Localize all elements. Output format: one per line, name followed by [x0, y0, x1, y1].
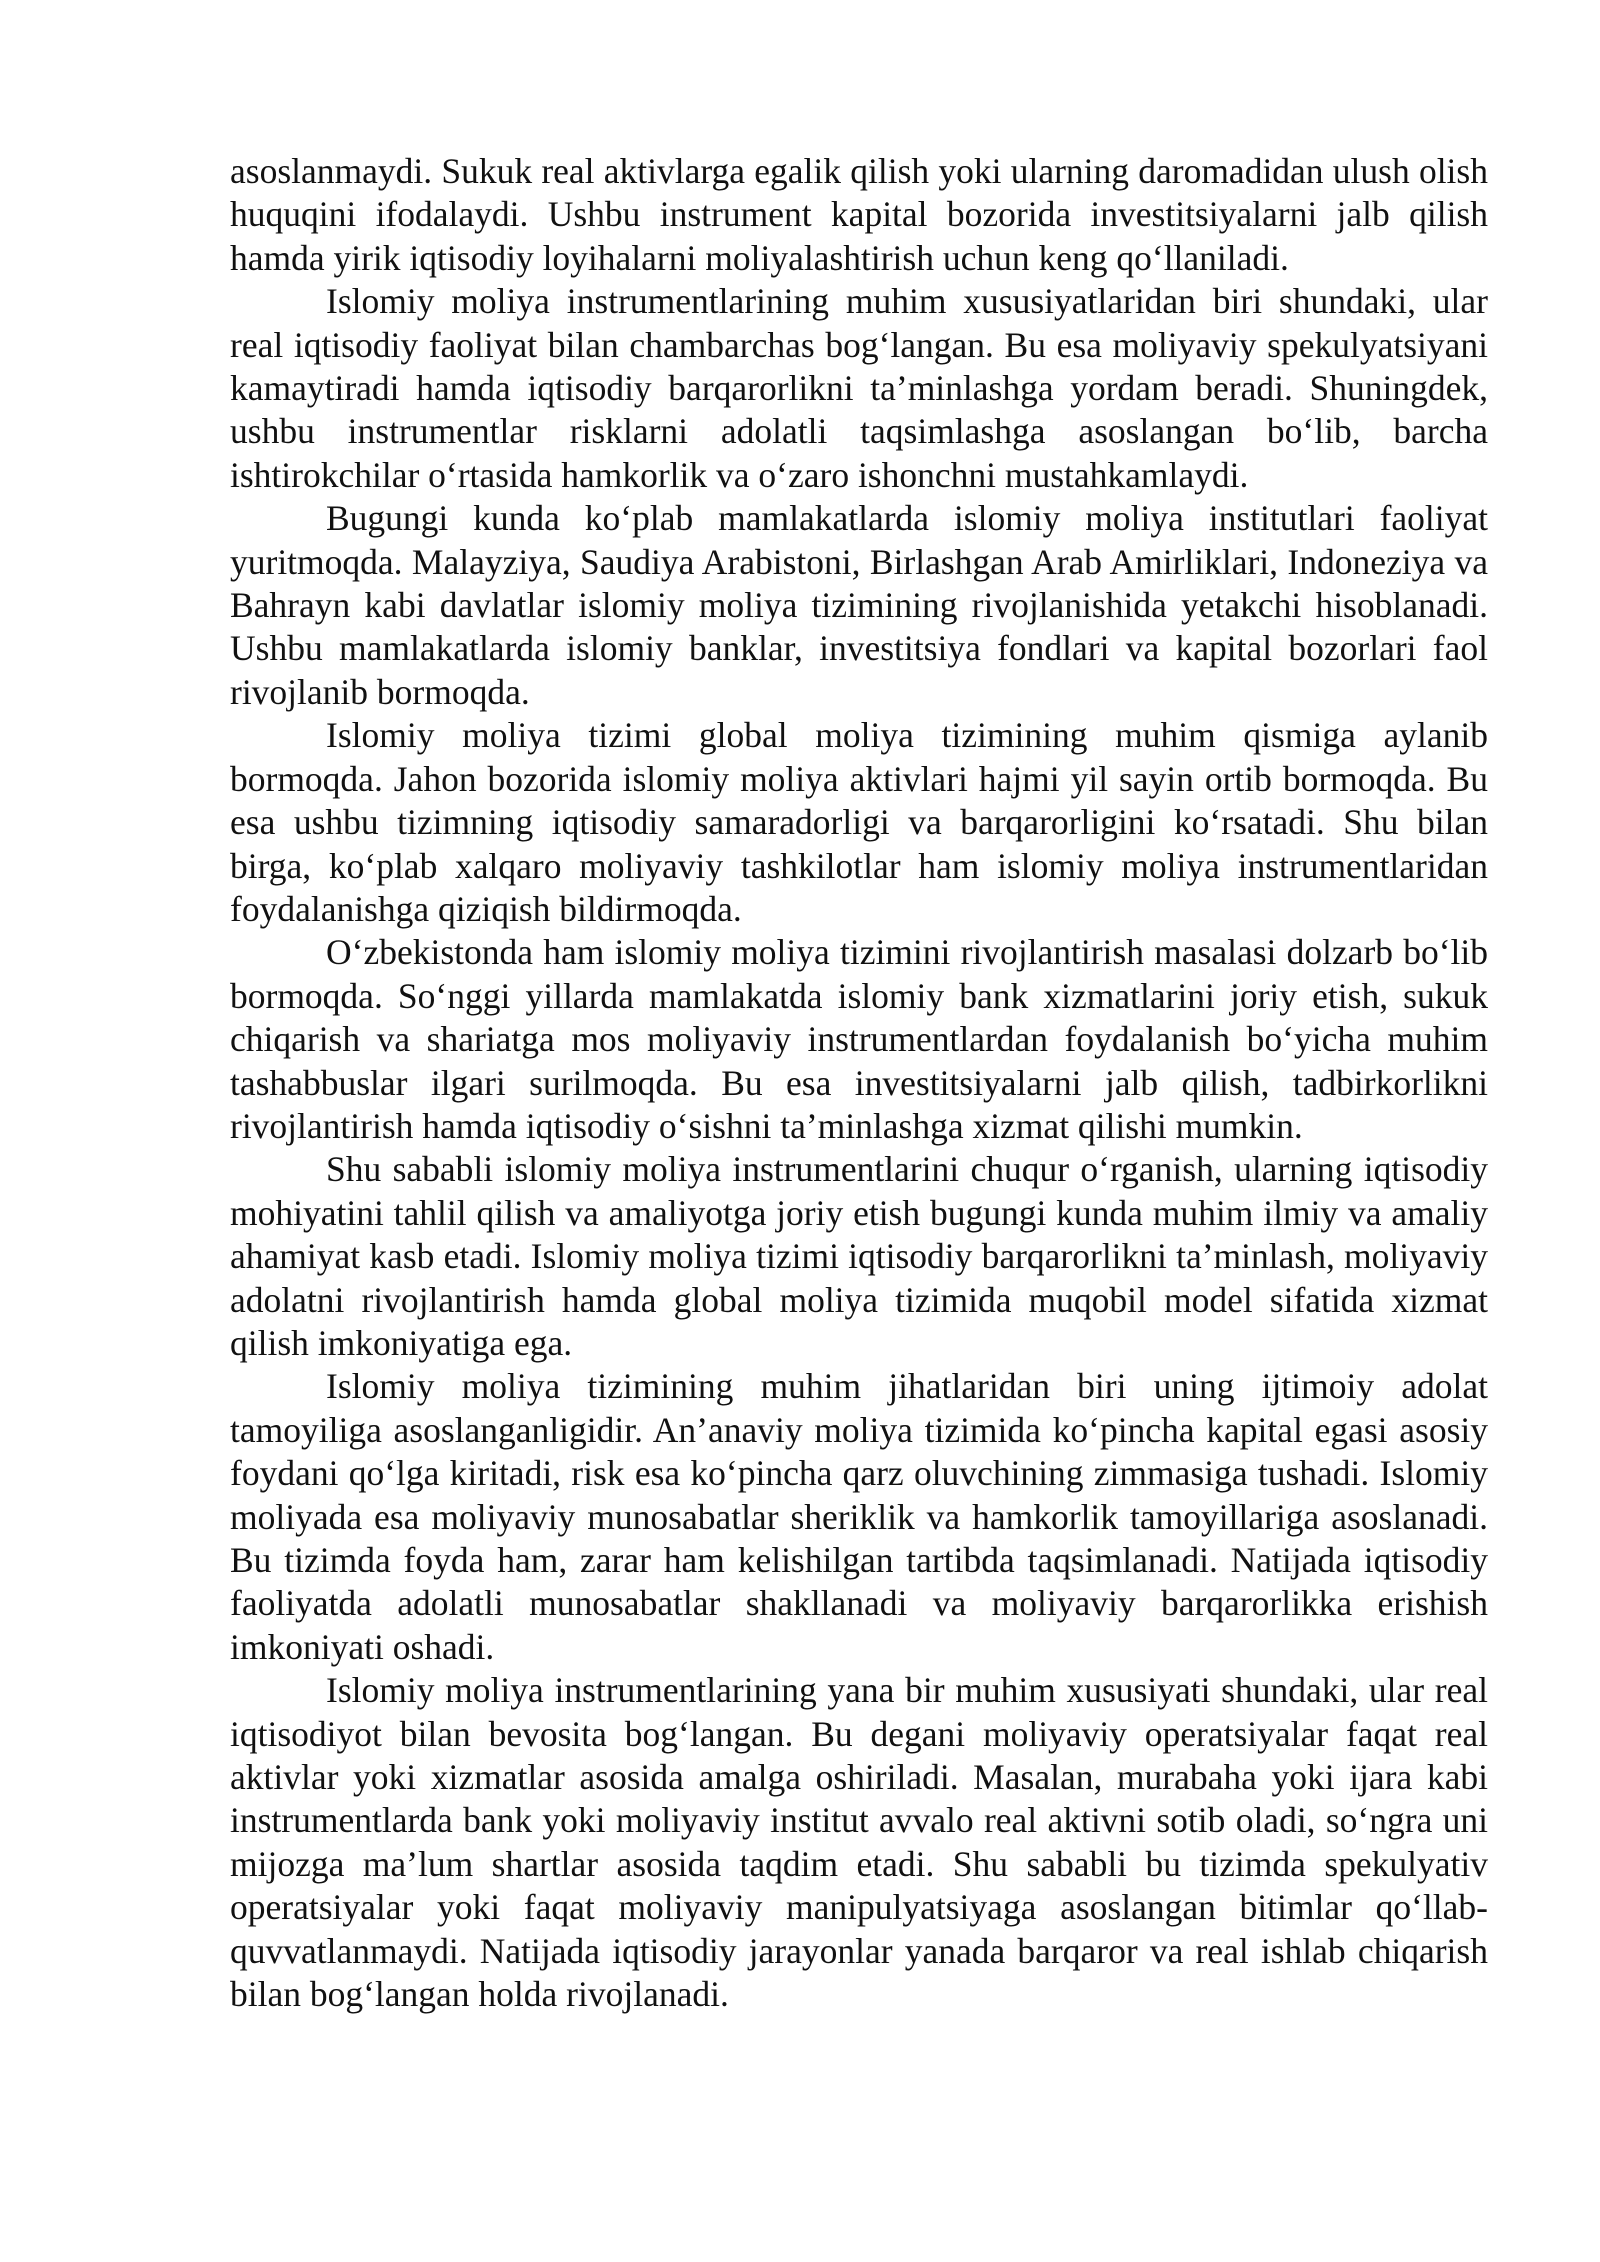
- paragraph-3: Bugungi kunda ko‘plab mamlakatlarda islomiy moliya institutlari faoliyat yuritmoqda. Malayziya, Saudiya Arabistoni, Birlashgan Arab Amirliklari, Indoneziya va Bahrayn kabi davlatlar islomiy moliya tizimining rivojlanishida yetakchi hisoblanadi. Ushbu mamlakatlarda islomiy banklar, investitsiya fondlari va kapital bozorlari faol rivojlanib bormoqda.: [230, 498, 1488, 712]
- paragraph-6: Shu sababli islomiy moliya instrumentlarini chuqur o‘rganish, ularning iqtisodiy mohiyatini tahlil qilish va amaliyotga joriy etish bugungi kunda muhim ilmiy va amaliy ahamiyat kasb etadi. Islomiy moliya tizimi iqtisodiy barqarorlikni ta’minlash, moliyaviy adolatni rivojlantirish hamda global moliya tizimida muqobil model sifatida xizmat qilish imkoniyatiga ega.: [230, 1149, 1488, 1363]
- paragraph-5: O‘zbekistonda ham islomiy moliya tizimini rivojlantirish masalasi dolzarb bo‘lib bormoqda. So‘nggi yillarda mamlakatda islomiy bank xizmatlarini joriy etish, sukuk chiqarish va shariatga mos moliyaviy instrumentlardan foydalanish bo‘yicha muhim tashabbuslar ilgari surilmoqda. Bu esa investitsiyalarni jalb qilish, tadbirkorlikni rivojlantirish hamda iqtisodiy o‘sishni ta’minlashga xizmat qilishi mumkin.: [230, 932, 1488, 1146]
- paragraph-4: Islomiy moliya tizimi global moliya tizimining muhim qismiga aylanib bormoqda. Jahon bozorida islomiy moliya aktivlari hajmi yil sayin ortib bormoqda. Bu esa ushbu tizimning iqtisodiy samaradorligi va barqarorligini ko‘rsatadi. Shu bilan birga, ko‘plab xalqaro moliyaviy tashkilotlar ham islomiy moliya instrumentlaridan foydalanishga qiziqish bildirmoqda.: [230, 715, 1488, 929]
- paragraph-7: Islomiy moliya tizimining muhim jihatlaridan biri uning ijtimoiy adolat tamoyiliga asoslanganligidir. An’anaviy moliya tizimida ko‘pincha kapital egasi asosiy foydani qo‘lga kiritadi, risk esa ko‘pincha qarz oluvchining zimmasiga tushadi. Islomiy moliyada esa moliyaviy munosabatlar sheriklik va hamkorlik tamoyillariga asoslanadi. Bu tizimda foyda ham, zarar ham kelishilgan tartibda taqsimlanadi. Natijada iqtisodiy faoliyatda adolatli munosabatlar shakllanadi va moliyaviy barqarorlikka erishish imkoniyati oshadi.: [230, 1366, 1488, 1667]
- paragraph-8: Islomiy moliya instrumentlarining yana bir muhim xususiyati shundaki, ular real iqtisodiyot bilan bevosita bog‘langan. Bu degani moliyaviy operatsiyalar faqat real aktivlar yoki xizmatlar asosida amalga oshiriladi. Masalan, murabaha yoki ijara kabi instrumentlarda bank yoki moliyaviy institut avvalo real aktivni sotib oladi, so‘ngra uni mijozga ma’lum shartlar asosida taqdim etadi. Shu sababli bu tizimda spekulyativ operatsiyalar yoki faqat moliyaviy manipulyatsiyaga asoslangan bitimlar qo‘llab-quvvatlanmaydi. Natijada iqtisodiy jarayonlar yanada barqaror va real ishlab chiqarish bilan bog‘langan holda rivojlanadi.: [230, 1670, 1488, 2015]
- document-body: [230, 150, 1488, 2016]
- paragraph-1: asoslanmaydi. Sukuk real aktivlarga egalik qilish yoki ularning daromadidan ulush olish huquqini ifodalaydi. Ushbu instrument kapital bozorida investitsiyalarni jalb qilish hamda yirik iqtisodiy loyihalarni moliyalashtirish uchun keng qo‘llaniladi.: [230, 151, 1488, 278]
- paragraph-2: Islomiy moliya instrumentlarining muhim xususiyatlaridan biri shundaki, ular real iqtisodiy faoliyat bilan chambarchas bog‘langan. Bu esa moliyaviy spekulyatsiyani kamaytiradi hamda iqtisodiy barqarorlikni ta’minlashga yordam beradi. Shuningdek, ushbu instrumentlar risklarni adolatli taqsimlashga asoslangan bo‘lib, barcha ishtirokchilar o‘rtasida hamkorlik va o‘zaro ishonchni mustahkamlaydi.: [230, 281, 1488, 495]
